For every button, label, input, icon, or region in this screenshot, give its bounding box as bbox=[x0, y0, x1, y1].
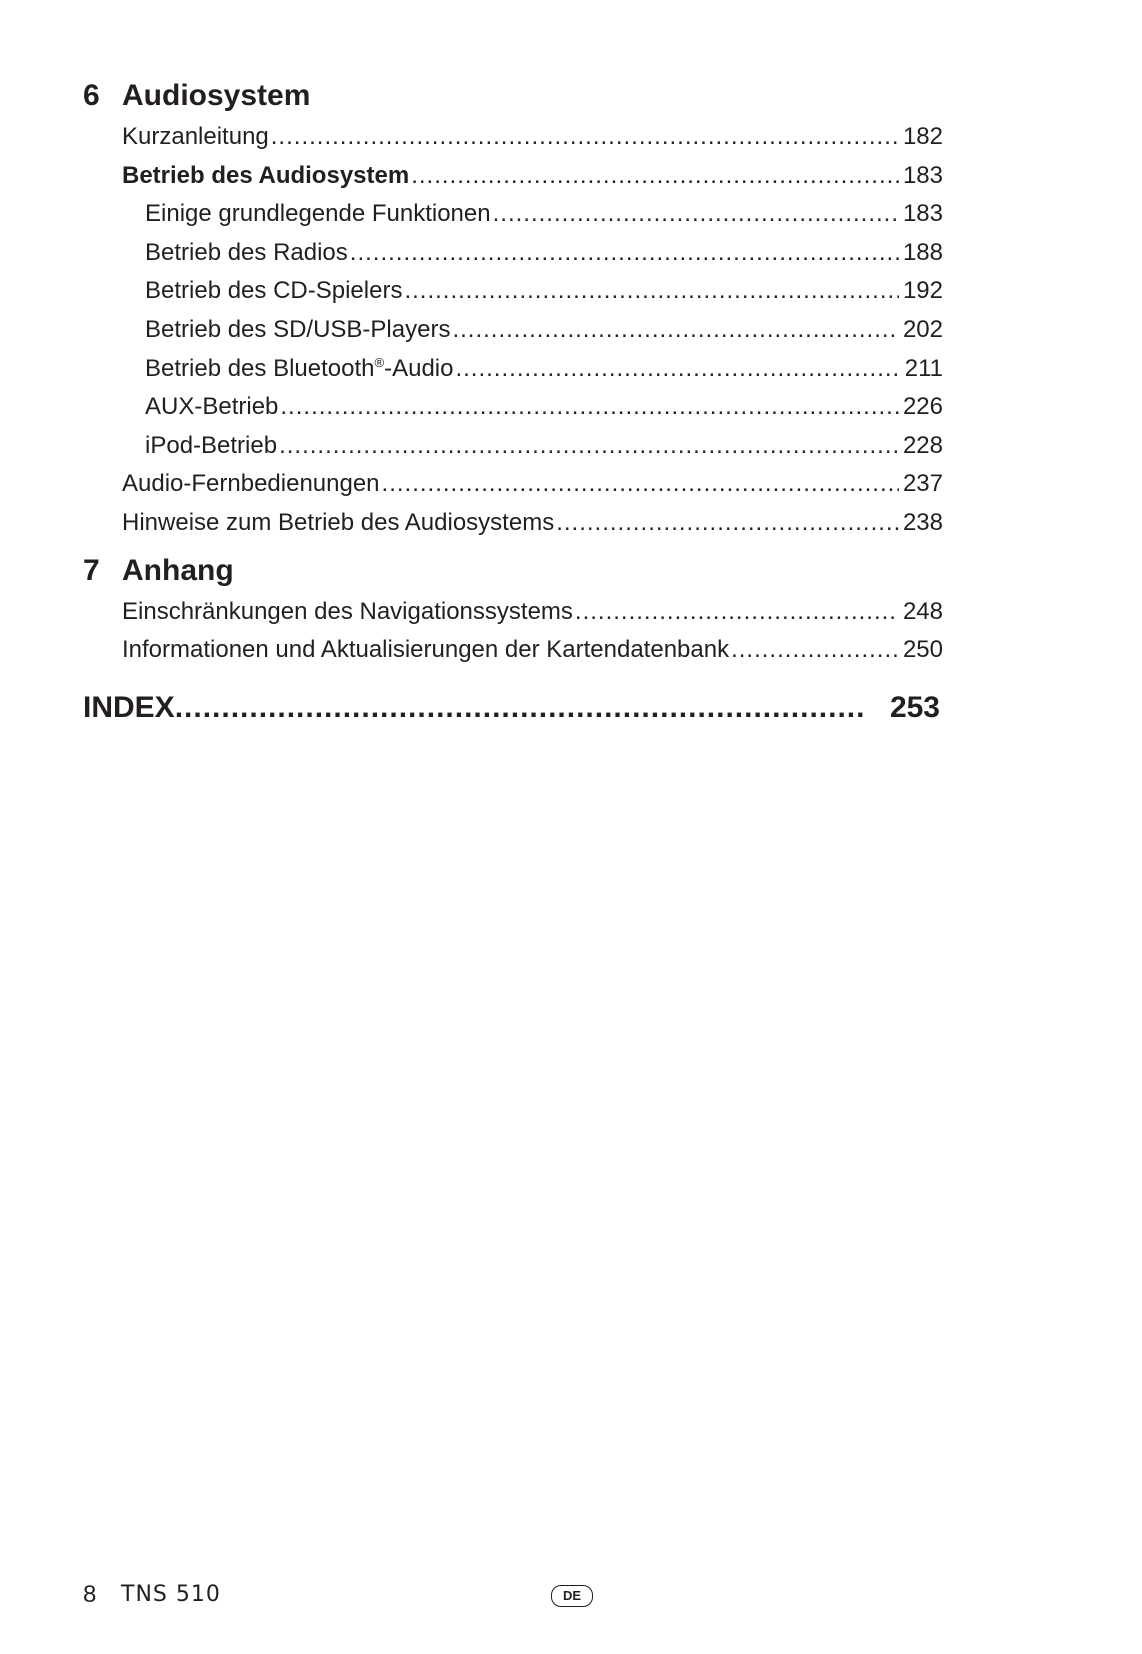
dot-leader bbox=[731, 631, 899, 670]
chapter-heading bbox=[83, 74, 943, 118]
index-entry[interactable] bbox=[83, 684, 943, 732]
dot-leader bbox=[404, 272, 899, 311]
dot-leader bbox=[280, 388, 899, 427]
toc-entry-page: 237 bbox=[902, 470, 943, 498]
toc-entry-title: Betrieb des Audiosystem bbox=[122, 161, 410, 189]
toc-entry[interactable] bbox=[83, 504, 943, 543]
table-of-contents bbox=[83, 74, 943, 732]
toc-entry-page: 228 bbox=[902, 431, 943, 459]
dot-leader bbox=[493, 195, 899, 234]
toc-entry-page: 183 bbox=[902, 200, 943, 228]
chapter-title: Audiosystem bbox=[122, 79, 311, 112]
toc-entry-title: Informationen und Aktualisierungen der Kartendatenbank bbox=[122, 636, 730, 664]
toc-subentry[interactable] bbox=[83, 388, 943, 427]
toc-entry-page: 248 bbox=[902, 597, 943, 625]
dot-leader bbox=[452, 311, 899, 350]
dot-leader bbox=[350, 234, 899, 273]
toc-entry-page: 182 bbox=[902, 123, 943, 150]
toc-entry-title: Betrieb des Radios bbox=[145, 238, 348, 266]
toc-entry-page: 238 bbox=[902, 508, 943, 536]
toc-entry-title: AUX-Betrieb bbox=[145, 393, 279, 421]
dot-leader bbox=[575, 593, 899, 632]
toc-entry-title: Betrieb des SD/USB-Players bbox=[145, 315, 451, 343]
dot-leader bbox=[279, 427, 899, 466]
chapter-title: Anhang bbox=[122, 553, 234, 587]
dot-leader bbox=[382, 465, 899, 504]
chapter-number: 7 bbox=[83, 553, 100, 587]
model-name: TNS 510 bbox=[121, 1582, 221, 1607]
toc-entry[interactable] bbox=[83, 118, 943, 157]
toc-entry-title: Einige grundlegende Funktionen bbox=[145, 200, 491, 228]
toc-subentry[interactable] bbox=[83, 195, 943, 234]
chapter-number: 6 bbox=[83, 79, 100, 112]
toc-entry-page: 183 bbox=[902, 161, 943, 189]
title-suffix: -Audio bbox=[384, 354, 454, 382]
toc-subentry[interactable] bbox=[83, 427, 943, 466]
toc-entry-page: 188 bbox=[902, 238, 943, 266]
registered-mark: ® bbox=[374, 354, 385, 370]
toc-entry-title bbox=[145, 350, 453, 389]
index-title: INDEX bbox=[83, 690, 175, 724]
toc-entry[interactable] bbox=[83, 593, 943, 632]
toc-subentry[interactable] bbox=[83, 350, 943, 389]
toc-entry-title: Hinweise zum Betrieb des Audiosystems bbox=[122, 508, 555, 536]
dot-leader bbox=[271, 118, 899, 157]
dot-leader bbox=[411, 157, 899, 196]
title-prefix: Betrieb des Bluetooth bbox=[145, 354, 375, 382]
toc-entry-page: 226 bbox=[902, 393, 943, 421]
page-number: 8 bbox=[83, 1581, 97, 1608]
toc-entry[interactable] bbox=[83, 465, 943, 504]
toc-entry-page: 192 bbox=[902, 277, 943, 305]
toc-subentry[interactable] bbox=[83, 234, 943, 273]
toc-entry-title: Audio-Fernbedienungen bbox=[122, 470, 380, 498]
page-footer bbox=[83, 1578, 603, 1612]
index-page: 253 bbox=[889, 690, 940, 724]
toc-entry[interactable] bbox=[83, 157, 943, 196]
toc-subentry[interactable] bbox=[83, 272, 943, 311]
toc-entry[interactable] bbox=[83, 631, 943, 670]
toc-subentry[interactable] bbox=[83, 311, 943, 350]
toc-entry-title: iPod-Betrieb bbox=[145, 431, 278, 459]
dot-leader bbox=[175, 684, 866, 732]
toc-entry-title: Betrieb des CD-Spielers bbox=[145, 277, 403, 305]
dot-leader bbox=[455, 350, 899, 389]
toc-entry-page: 202 bbox=[902, 315, 943, 343]
toc-entry-title: Kurzanleitung bbox=[122, 123, 269, 150]
chapter-heading bbox=[83, 549, 943, 593]
toc-entry-title: Einschränkungen des Navigationssystems bbox=[122, 597, 573, 625]
toc-entry-page: 211 bbox=[904, 354, 943, 382]
language-badge: DE bbox=[551, 1585, 593, 1607]
dot-leader bbox=[556, 504, 899, 543]
toc-entry-page: 250 bbox=[902, 636, 943, 664]
